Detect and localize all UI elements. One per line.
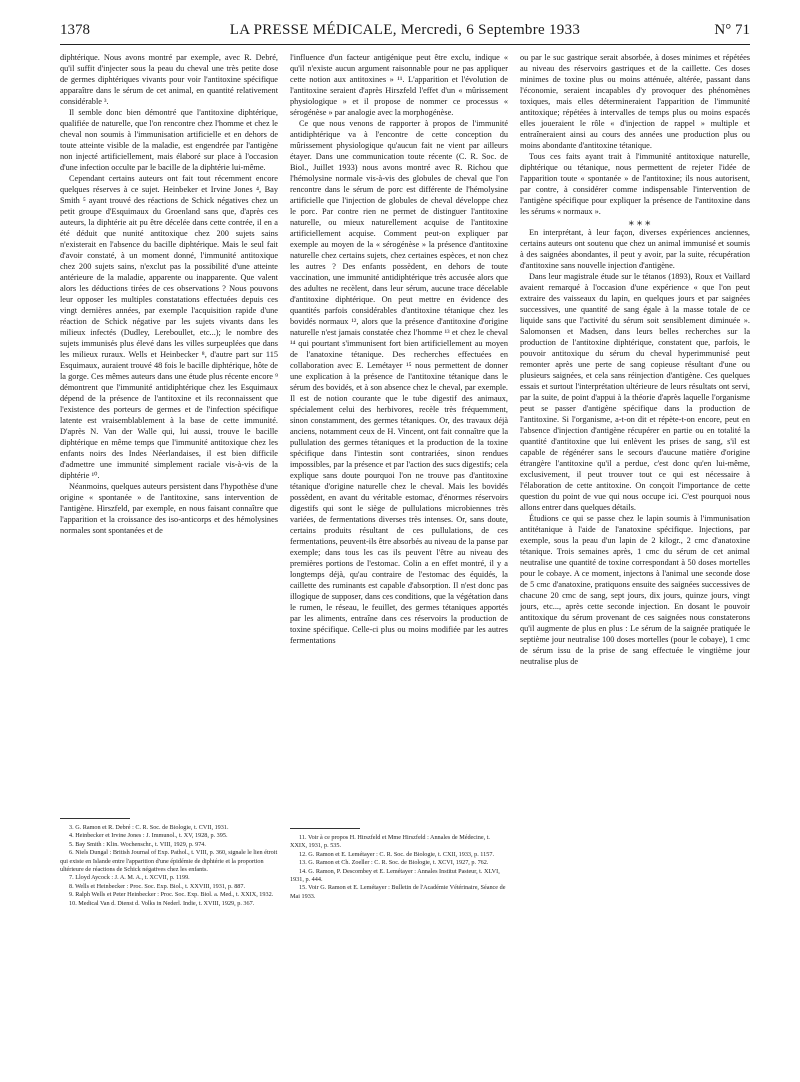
footnote: 11. Voir à ce propos H. Hirszfeld et Mme Hirszfeld : Annales de Médecine, t. XXIX, 1931, p. 535. [290, 834, 490, 850]
paragraph: l'influence d'un facteur antigénique peut être exclu, indique « qu'il n'existe aucun argument raisonnable pour ne pas appliquer cette notion aux antitoxines » ¹¹. L'apparition et l'évolution de l'antitoxine seraient d'après Hirszfeld l'effet d'un « mûrissement physiologique » et il propose de nommer ce processus « sérogénèse » par analogie avec la morphogénèse. [290, 53, 508, 117]
column-2 [290, 52, 508, 1052]
footnotes [290, 834, 508, 901]
column-3 [520, 52, 750, 1052]
column-2-body [290, 52, 508, 822]
journal-title: LA PRESSE MÉDICALE, Mercredi, 6 Septembre 1933 [229, 22, 581, 38]
footnotes [60, 824, 278, 908]
paragraph: Ce que nous venons de rapporter à propos de l'immunité antidiphtérique va à l'encontre de cette conception du mûrissement physiologique qu'aucun fait ne vient par ailleurs étayer. Dans une communication toute récente (C. R. Soc. de Biol., Juillet 1933) nous avons montré avec R. Richou que l'hémolysine normale vis-à-vis des globules de cheval que l'on rencontre dans le sérum de porc est différente de l'hémolysine artificielle que l'injection de globules de cheval développe chez le porc. Par contre rien ne permet de distinguer l'antitoxine naturelle, ou mieux naturellement acquise de l'antitoxine artificiellement acquise. Comment peut-on expliquer par exemple au moyen de la « sérogénèse » la présence d'antitoxine naturelle chez certains sujets, chez certaines espèces, et non chez les autres ? Des enfants possèdent, en dehors de toute vaccination, une immunité antidiphtérique très accusée alors que des adultes ne recèlent, dans leur sérum, aucune trace décelable d'antitoxine diphtérique. On peut mettre en évidence des quantités parfois considérables d'antitoxine tétanique chez les bovidés normaux ¹², alors que la présence d'antitoxine d'origine naturelle n'est jamais constatée chez l'homme ¹³ et chez le cheval ¹⁴ qui pourtant s'immunisent fort bien artificiellement au moyen de l'anatoxine tétanique. Des recherches effectuées en collaboration avec E. Lemétayer ¹⁵ nous permettent de donner une explication à la présence de l'antitoxine tétanique dans le sérum des bovidés, et à son absence chez le cheval, par exemple. Il est de notion courante que le tube digestif des animaux, spécialement celui des herbivores, recèle très fréquemment, sinon constamment, des germes tétaniques. Or, des travaux déjà anciens, notamment ceux de H. Vincent, ont fait connaître que la pullulation des germes tétaniques et la production de la toxine spécifique dans l'intestin sont contrariées, sinon rendues impossibles, par la présence et par l'action des sucs digestifs; cela explique sans doute pourquoi l'on ne trouve pas d'antitoxine tétanique d'origine naturelle chez le cheval. Mais les bovidés possèdent, en avant du véritable estomac, d'énormes réservoirs digestifs qui sont le siège de pullulations microbiennes très variées, de fermentations diverses très intenses. Or, sans doute, certains produits résultant de ces pullulations, de ces fermentations, peuvent-ils être absorbés au niveau de la panse par exemple; dans tous les cas ils peuvent l'être au niveau des premières portions de l'estomac. Colin a en effet montré, il y a longtemps déjà, qu'au contraire de l'estomac des équidés, la caillette des ruminants est capable d'absorption. Il n'est donc pas illogique de supposer, dans ces conditions, que la végétation dans le rumen, le réseau, le feuillet, des germes tétaniques apportés par les aliments, entraîne dans ces réservoirs la production de toxine spécifique. Celle-ci plus ou moins modifiée par les autres fermentations [290, 119, 508, 645]
footnote: 13. G. Ramon et Ch. Zoeller : C. R. Soc. de Biologie, t. XCVI, 1927, p. 762. [299, 859, 489, 867]
paragraph: Il semble donc bien démontré que l'antitoxine diphtérique, qualifiée de naturelle, que l'on rencontre chez l'homme et chez le cheval non soumis à l'immunisation artificielle et en dehors de toute atteinte visible de la maladie, est engendrée par l'antigène non injecté artificiellement, mais élaboré sur place à l'occasion d'une infection occulte par le bacille de la diphtérie lui-même. [60, 108, 278, 172]
footnote-rule [60, 818, 130, 819]
footnote-rule [290, 828, 360, 829]
column-1-body [60, 52, 278, 812]
header-rule [60, 44, 750, 45]
footnote: 7. Lloyd Aycock : J. A. M. A., t. XCVII, p. 1199. [69, 874, 190, 882]
column-1 [60, 52, 278, 1052]
footnote: 4. Heinbecker et Irvine Jones : J. Immunol., t. XV, 1928, p. 395. [69, 832, 228, 840]
paragraph: Dans leur magistrale étude sur le tétanos (1893), Roux et Vaillard avaient remarqué à l'occasion d'une expérience « que l'on peut extraire des vaisseaux du lapin, en quelques jours et par saignées successives, une quantité de sang égale à la masse totale de ce liquide sans que l'activité du sérum soit sensiblement diminuée ». Salomonsen et Madsen, dans leurs belles recherches sur la production de l'antitoxine diphtérique, constatent que, parfois, le pouvoir antitoxique du sérum du cheval hyperimmunisé peut remonter après une perte de sang copieuse résultant d'une ou plusieurs saignées, et cela sans réinjection d'antigène. Ces quelques essais et surtout l'interprétation ultérieure de leurs résultats ont servi, par la suite, de point d'appui à la théorie d'après laquelle l'organisme peut se passer d'antigène spécifique dans la production de l'antitoxine. Si l'organisme, a-t-on dit et répète-t-on encore, peut en l'absence d'injection d'antigène récupérer en partie ou en totalité la quantité d'antitoxine que lui enlèvent les prises de sang, s'il est capable de régénérer sans le secours d'aucune matière d'origine étrangère l'antitoxine qu'il a perdue, c'est donc qu'en lui-même, exclusivement, il peut trouver tout ce qui est nécessaire à l'élaboration de cette antitoxine. On conçoit l'importance de cette question du point de vue qui nous occupe ici. C'est pourquoi nous allons entrer dans quelques détails. [520, 272, 750, 512]
footnote: 6. Niels Dungal : British Journal of Exp. Pathol., t. VIII, p. 360, signale le lien étroit qui existe en Islande entre l'apparition d'une épidémie de diphtérie et la proportion ultérieure de réactions de Schick négatives chez les enfants. [60, 849, 278, 874]
paragraph: Tous ces faits ayant trait à l'immunité antitoxique naturelle, diphtérique ou tétanique, nous permettent de rejeter l'idée de l'apparition toute « spontanée » de l'antitoxine; ils nous autorisent, par contre, à considérer comme indispensable l'intervention de l'antigène spécifique pour expliquer la présence de l'antitoxine dans les sérums « normaux ». [520, 152, 750, 216]
footnote: 8. Wells et Heinbecker : Proc. Soc. Exp. Biol., t. XXVIII, 1931, p. 887. [69, 882, 246, 890]
footnote: 5. Bay Smith : Klin. Wochenschr., t. VIII, 1929, p. 974. [69, 840, 206, 848]
paragraph: ou par le suc gastrique serait absorbée, à doses minimes et répétées au niveau des réservoirs gastriques et de la caillette. Ces doses minimes de toxine plus ou moins atténuée, altérée, passant dans l'économie, seraient incapables d'y provoquer des phénomènes toxiques, mais elles détermineraient l'apparition de l'immunité antitoxique; répétées à intervalles de temps plus ou moins espacés elles joueraient le rôle « d'injection de rappel » multiple et entraîneraient ainsi au cours des années une production plus ou moins abondante d'antitoxine tétanique. [520, 53, 750, 150]
paragraph: Cependant certains auteurs ont fait tout récemment encore quelques réserves à ce sujet. Heinbeker et Irvine Jones ⁴, Bay Smith ⁵ ayant trouvé des réactions de Schick négatives chez un petit groupe d'Esquimaux du Groenland sans que, d'après ces auteurs, la diphtérie ait pu être décelée dans cette contrée, il en a été déduit que nunité antitoxique chez 200 sujets sains n'existerait en l'absence du bacille diphtérique. Mais le seul fait d'avoir constaté, à un moment donné, l'immunité antitoxique chez 200 sujets sains, n'exclut pas la possibilité d'une atteinte antérieure de la maladie, apparente ou inapparente. Que valent alors les déductions tirées de ces observations ? Nous pouvons leur opposer les multiples constatations effectuées depuis ces vingt dernières années, par exemple l'acquisition rapide d'une réaction de Schick négative par les sujets vivants dans les milieux infectés (Dudley, Lereboullet, etc...); le nombre des sujets immunisés plus élevé dans les villes surpeuplées que dans les milieux ruraux. Wells et Heinbecker ⁸, d'autre part sur 115 Esquimaux, auraient trouvé 48 fois le bacille diphtérique, hôte de la gorge. Ces mêmes auteurs dans une étude plus récente encore ⁹ démontrent que l'immunité antidiphtérique chez les Esquimaux dépend de la présence de l'antitoxine et ils reconnaissent que l'existence des porteurs de germes et de l'infection spécifique latente est vraisemblablement à la base de cette immunité. D'après N. Van der Walle qui, lui aussi, trouve le bacille diphtérique en même temps que l'immunité antitoxique chez les enfants noirs des Indes Néerlandaises, il est bien difficile d'admettre une immunité simplement raciale vis-à-vis de la diphtérie ¹⁰. [60, 174, 278, 480]
page-header [60, 22, 750, 42]
paragraph: diphtérique. Nous avons montré par exemple, avec R. Debré, qu'il suffit d'injecter sous la peau du cheval une très petite dose de germes diphtériques vivants pour voir l'antitoxine spécifique apparaître dans le sérum de cet animal, en quantité relativement considérable ³. [60, 53, 278, 106]
footnote: 12. G. Ramon et E. Lemétayer : C. R. Soc. de Biologie, t. CXII, 1933, p. 1157. [299, 850, 494, 858]
footnote: 9. Ralph Wells et Peter Heinbecker : Proc. Soc. Exp. Biol. a. Med., t. XXIX, 1932. [69, 891, 274, 899]
issue-number: N° 71 [714, 22, 750, 38]
footnote: 10. Medical Van d. Dienst d. Volks in Nederl. Indie, t. XVIII, 1929, p. 367. [69, 899, 255, 907]
column-3-body [520, 52, 750, 1052]
footnote: 3. G. Ramon et R. Debré : C. R. Soc. de Biologie, t. CVII, 1931. [69, 824, 229, 831]
section-separator: ⁎ ⁎ ⁎ [628, 216, 651, 228]
paragraph: En interprétant, à leur façon, diverses expériences anciennes, certains auteurs ont soutenu que chez un animal immunisé et soumis à des saignées abondantes, il peut y avoir, par la suite, récupération d'antitoxine sans nouvelle injection d'antigène. [520, 228, 750, 270]
page-number: 1378 [60, 22, 90, 38]
paragraph: Néanmoins, quelques auteurs persistent dans l'hypothèse d'une origine « spontanée » de l'antitoxine, sans intervention de l'antigène. Hirszfeld, par exemple, en nous faisant connaître que l'apparition et la croissance des iso-anticorps et des hémolysines normales sont spontanées et de [60, 482, 278, 535]
footnote: 14. G. Ramon, P. Descombey et E. Lemétayer : Annales Institut Pasteur, t. XLVI, 1931, p. 444. [290, 867, 500, 884]
footnote: 15. Voir G. Ramon et E. Lemétayer : Bulletin de l'Académie Vétérinaire, Séance de Mai 1933. [290, 884, 506, 900]
paragraph: Étudions ce qui se passe chez le lapin soumis à l'immunisation antitétanique à l'aide de l'anatoxine spécifique. Injections, par exemple, sous la peau d'un lapin de 2 kilogr., 2 cmc d'anatoxine tétanique. Trois semaines après, 1 cmc du sérum de cet animal neutralise une quantité de toxine correspondant à 50 doses mortelles pour le cobaye. A ce moment, injectons à l'animal une seconde dose de 5 cmc d'anatoxine, pratiquons ensuite des saignées successives de chacune 20 cmc de sang, sept jours, dix jours, quinze jours, vingt jours, etc..., après cette seconde injection. En dosant le pouvoir antitoxique du sérum provenant de ces saignées nous constaterons qu'il augmente de plus en plus : Le sérum de la saignée pratiquée le septième jour neutralise 100 doses mortelles (pour le cobaye), 1 cmc de sérum issu de la prise de sang effectuée le vingtième jour neutralise plus de [520, 514, 750, 666]
